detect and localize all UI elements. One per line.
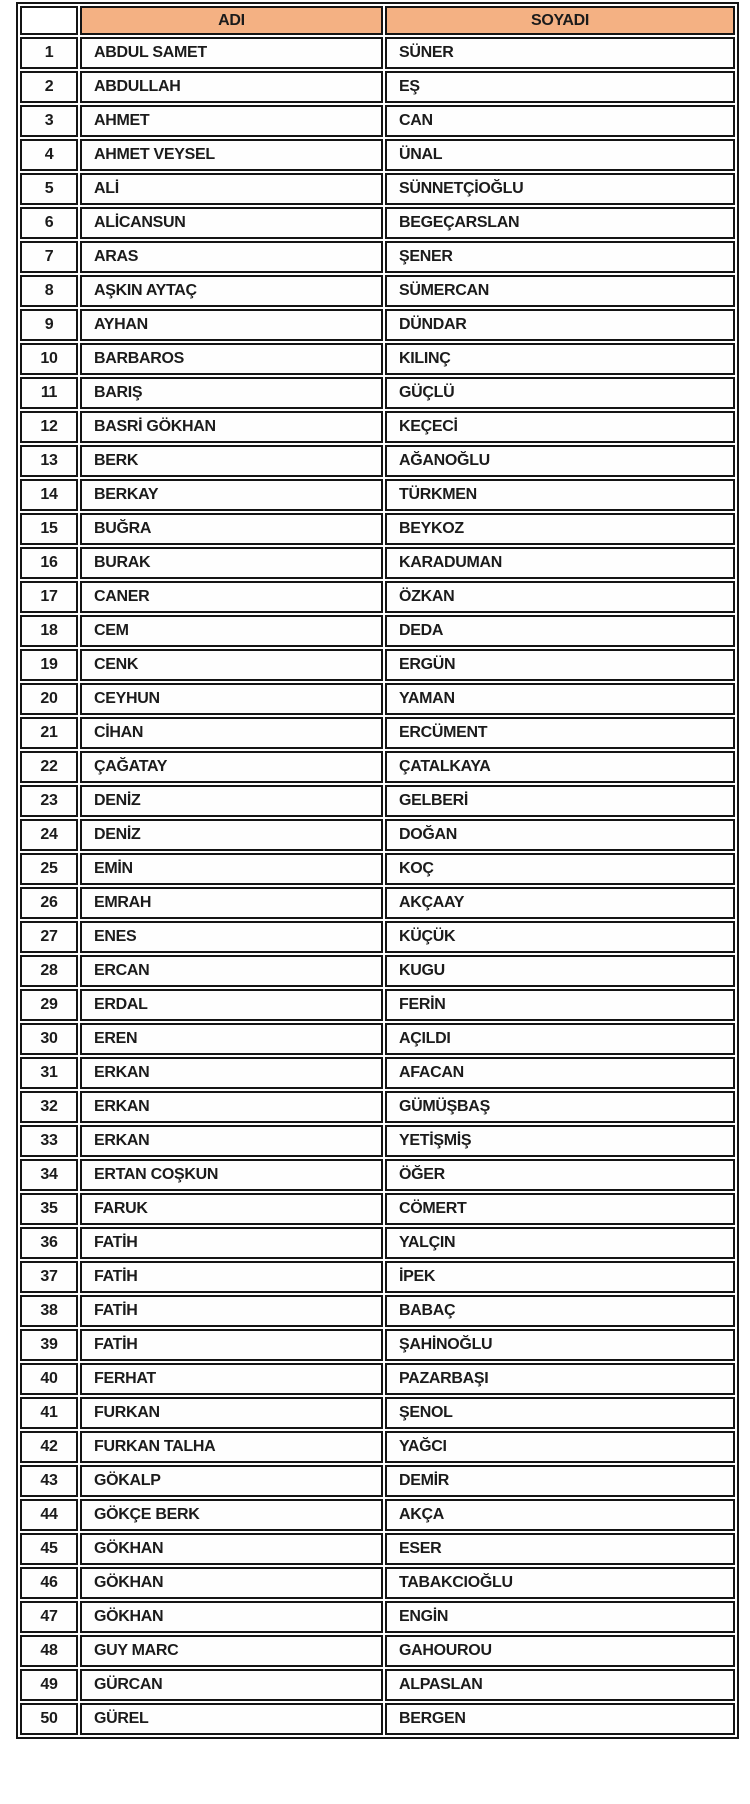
table-row (20, 1465, 735, 1497)
table-body (20, 37, 735, 1735)
row-number-cell: 9 (20, 309, 78, 341)
row-number-cell: 16 (20, 547, 78, 579)
first-name-cell: BERKAY (80, 479, 383, 511)
table-row (20, 1091, 735, 1123)
table-row (20, 1023, 735, 1055)
first-name-cell: ALİ (80, 173, 383, 205)
first-name-cell: ARAS (80, 241, 383, 273)
first-name-cell: GÜRCAN (80, 1669, 383, 1701)
header-first-name: ADI (80, 6, 383, 35)
last-name-cell: DOĞAN (385, 819, 735, 851)
last-name-cell: GAHOUROU (385, 1635, 735, 1667)
table-row (20, 343, 735, 375)
last-name-cell: EŞ (385, 71, 735, 103)
row-number-cell: 30 (20, 1023, 78, 1055)
table-row (20, 547, 735, 579)
table-row (20, 1159, 735, 1191)
last-name-cell: KÜÇÜK (385, 921, 735, 953)
row-number-cell: 20 (20, 683, 78, 715)
last-name-cell: YETİŞMİŞ (385, 1125, 735, 1157)
table-row (20, 1533, 735, 1565)
table-row (20, 513, 735, 545)
last-name-cell: YAMAN (385, 683, 735, 715)
row-number-cell: 2 (20, 71, 78, 103)
table-row (20, 1669, 735, 1701)
row-number-cell: 48 (20, 1635, 78, 1667)
row-number-cell: 10 (20, 343, 78, 375)
last-name-cell: İPEK (385, 1261, 735, 1293)
table-row (20, 71, 735, 103)
row-number-cell: 31 (20, 1057, 78, 1089)
row-number-cell: 38 (20, 1295, 78, 1327)
row-number-cell: 6 (20, 207, 78, 239)
table-row (20, 1703, 735, 1735)
row-number-cell: 23 (20, 785, 78, 817)
last-name-cell: PAZARBAŞI (385, 1363, 735, 1395)
first-name-cell: GÜREL (80, 1703, 383, 1735)
last-name-cell: BERGEN (385, 1703, 735, 1735)
row-number-cell: 18 (20, 615, 78, 647)
table-row (20, 1567, 735, 1599)
first-name-cell: AHMET (80, 105, 383, 137)
last-name-cell: GELBERİ (385, 785, 735, 817)
row-number-cell: 39 (20, 1329, 78, 1361)
first-name-cell: CEM (80, 615, 383, 647)
last-name-cell: YALÇIN (385, 1227, 735, 1259)
first-name-cell: FURKAN (80, 1397, 383, 1429)
row-number-cell: 25 (20, 853, 78, 885)
table-row (20, 1363, 735, 1395)
row-number-cell: 50 (20, 1703, 78, 1735)
table-row (20, 649, 735, 681)
last-name-cell: ESER (385, 1533, 735, 1565)
row-number-cell: 28 (20, 955, 78, 987)
row-number-cell: 3 (20, 105, 78, 137)
last-name-cell: KARADUMAN (385, 547, 735, 579)
last-name-cell: KOÇ (385, 853, 735, 885)
last-name-cell: BEGEÇARSLAN (385, 207, 735, 239)
last-name-cell: GÜMÜŞBAŞ (385, 1091, 735, 1123)
row-number-cell: 22 (20, 751, 78, 783)
first-name-cell: CENK (80, 649, 383, 681)
last-name-cell: KUGU (385, 955, 735, 987)
table-row (20, 785, 735, 817)
row-number-cell: 7 (20, 241, 78, 273)
row-number-cell: 19 (20, 649, 78, 681)
row-number-cell: 35 (20, 1193, 78, 1225)
first-name-cell: CEYHUN (80, 683, 383, 715)
row-number-cell: 17 (20, 581, 78, 613)
row-number-cell: 33 (20, 1125, 78, 1157)
name-list-table (16, 2, 739, 1739)
table-row (20, 445, 735, 477)
table-row (20, 683, 735, 715)
table-header (20, 6, 735, 35)
first-name-cell: ERKAN (80, 1057, 383, 1089)
table-row (20, 105, 735, 137)
first-name-cell: EMRAH (80, 887, 383, 919)
row-number-cell: 21 (20, 717, 78, 749)
last-name-cell: ÖĞER (385, 1159, 735, 1191)
table-row (20, 173, 735, 205)
last-name-cell: ŞENER (385, 241, 735, 273)
row-number-cell: 27 (20, 921, 78, 953)
table-row (20, 411, 735, 443)
first-name-cell: EREN (80, 1023, 383, 1055)
last-name-cell: FERİN (385, 989, 735, 1021)
table-row (20, 37, 735, 69)
first-name-cell: FARUK (80, 1193, 383, 1225)
last-name-cell: ÖZKAN (385, 581, 735, 613)
header-number-cell (20, 6, 78, 35)
first-name-cell: ALİCANSUN (80, 207, 383, 239)
first-name-cell: FATİH (80, 1261, 383, 1293)
row-number-cell: 15 (20, 513, 78, 545)
row-number-cell: 4 (20, 139, 78, 171)
row-number-cell: 12 (20, 411, 78, 443)
last-name-cell: KEÇECİ (385, 411, 735, 443)
first-name-cell: DENİZ (80, 819, 383, 851)
last-name-cell: CÖMERT (385, 1193, 735, 1225)
row-number-cell: 41 (20, 1397, 78, 1429)
last-name-cell: KILINÇ (385, 343, 735, 375)
row-number-cell: 34 (20, 1159, 78, 1191)
last-name-cell: BEYKOZ (385, 513, 735, 545)
first-name-cell: DENİZ (80, 785, 383, 817)
last-name-cell: ALPASLAN (385, 1669, 735, 1701)
row-number-cell: 49 (20, 1669, 78, 1701)
first-name-cell: FATİH (80, 1227, 383, 1259)
row-number-cell: 14 (20, 479, 78, 511)
table-row (20, 921, 735, 953)
table-row (20, 275, 735, 307)
first-name-cell: BUĞRA (80, 513, 383, 545)
first-name-cell: GÖKALP (80, 1465, 383, 1497)
row-number-cell: 8 (20, 275, 78, 307)
table-row (20, 1431, 735, 1463)
table-row (20, 1295, 735, 1327)
last-name-cell: TÜRKMEN (385, 479, 735, 511)
last-name-cell: DÜNDAR (385, 309, 735, 341)
table-row (20, 1635, 735, 1667)
last-name-cell: GÜÇLÜ (385, 377, 735, 409)
last-name-cell: AKÇAAY (385, 887, 735, 919)
last-name-cell: AÇILDI (385, 1023, 735, 1055)
first-name-cell: ERDAL (80, 989, 383, 1021)
first-name-cell: ABDUL SAMET (80, 37, 383, 69)
row-number-cell: 40 (20, 1363, 78, 1395)
first-name-cell: GÖKHAN (80, 1533, 383, 1565)
row-number-cell: 11 (20, 377, 78, 409)
table-row (20, 581, 735, 613)
last-name-cell: AĞANOĞLU (385, 445, 735, 477)
first-name-cell: ERCAN (80, 955, 383, 987)
table-row (20, 139, 735, 171)
first-name-cell: ABDULLAH (80, 71, 383, 103)
row-number-cell: 42 (20, 1431, 78, 1463)
last-name-cell: SÜMERCAN (385, 275, 735, 307)
last-name-cell: ÇATALKAYA (385, 751, 735, 783)
last-name-cell: AKÇA (385, 1499, 735, 1531)
last-name-cell: ERCÜMENT (385, 717, 735, 749)
last-name-cell: TABAKCIOĞLU (385, 1567, 735, 1599)
first-name-cell: ÇAĞATAY (80, 751, 383, 783)
first-name-cell: ENES (80, 921, 383, 953)
last-name-cell: ENGİN (385, 1601, 735, 1633)
row-number-cell: 36 (20, 1227, 78, 1259)
row-number-cell: 32 (20, 1091, 78, 1123)
row-number-cell: 29 (20, 989, 78, 1021)
row-number-cell: 47 (20, 1601, 78, 1633)
table-row (20, 989, 735, 1021)
last-name-cell: AFACAN (385, 1057, 735, 1089)
table-row (20, 1329, 735, 1361)
row-number-cell: 37 (20, 1261, 78, 1293)
last-name-cell: YAĞCI (385, 1431, 735, 1463)
table-row (20, 615, 735, 647)
row-number-cell: 45 (20, 1533, 78, 1565)
table-row (20, 1227, 735, 1259)
first-name-cell: BASRİ GÖKHAN (80, 411, 383, 443)
first-name-cell: GÖKHAN (80, 1601, 383, 1633)
first-name-cell: AŞKIN AYTAÇ (80, 275, 383, 307)
table-row (20, 1261, 735, 1293)
last-name-cell: DEDA (385, 615, 735, 647)
first-name-cell: BARIŞ (80, 377, 383, 409)
table-row (20, 479, 735, 511)
first-name-cell: BURAK (80, 547, 383, 579)
table-row (20, 1601, 735, 1633)
table-row (20, 887, 735, 919)
first-name-cell: GÖKÇE BERK (80, 1499, 383, 1531)
first-name-cell: ERTAN COŞKUN (80, 1159, 383, 1191)
table-row (20, 309, 735, 341)
last-name-cell: SÜNNETÇİOĞLU (385, 173, 735, 205)
row-number-cell: 26 (20, 887, 78, 919)
first-name-cell: ERKAN (80, 1125, 383, 1157)
table-row (20, 717, 735, 749)
row-number-cell: 1 (20, 37, 78, 69)
header-row (20, 6, 735, 35)
first-name-cell: BERK (80, 445, 383, 477)
last-name-cell: ÜNAL (385, 139, 735, 171)
last-name-cell: CAN (385, 105, 735, 137)
first-name-cell: FATİH (80, 1329, 383, 1361)
first-name-cell: GUY MARC (80, 1635, 383, 1667)
row-number-cell: 24 (20, 819, 78, 851)
row-number-cell: 5 (20, 173, 78, 205)
table-row (20, 1057, 735, 1089)
last-name-cell: ERGÜN (385, 649, 735, 681)
header-last-name: SOYADI (385, 6, 735, 35)
first-name-cell: GÖKHAN (80, 1567, 383, 1599)
last-name-cell: ŞENOL (385, 1397, 735, 1429)
first-name-cell: FATİH (80, 1295, 383, 1327)
first-name-cell: FERHAT (80, 1363, 383, 1395)
table-row (20, 1125, 735, 1157)
row-number-cell: 13 (20, 445, 78, 477)
first-name-cell: BARBAROS (80, 343, 383, 375)
first-name-cell: AYHAN (80, 309, 383, 341)
table-row (20, 377, 735, 409)
last-name-cell: ŞAHİNOĞLU (385, 1329, 735, 1361)
first-name-cell: FURKAN TALHA (80, 1431, 383, 1463)
table-row (20, 751, 735, 783)
first-name-cell: EMİN (80, 853, 383, 885)
last-name-cell: BABAÇ (385, 1295, 735, 1327)
first-name-cell: ERKAN (80, 1091, 383, 1123)
table-row (20, 1193, 735, 1225)
table-row (20, 241, 735, 273)
table-row (20, 1397, 735, 1429)
first-name-cell: AHMET VEYSEL (80, 139, 383, 171)
first-name-cell: CANER (80, 581, 383, 613)
table-row (20, 955, 735, 987)
row-number-cell: 43 (20, 1465, 78, 1497)
table-row (20, 207, 735, 239)
row-number-cell: 44 (20, 1499, 78, 1531)
row-number-cell: 46 (20, 1567, 78, 1599)
table-row (20, 1499, 735, 1531)
table-row (20, 853, 735, 885)
last-name-cell: SÜNER (385, 37, 735, 69)
last-name-cell: DEMİR (385, 1465, 735, 1497)
table-row (20, 819, 735, 851)
first-name-cell: CİHAN (80, 717, 383, 749)
